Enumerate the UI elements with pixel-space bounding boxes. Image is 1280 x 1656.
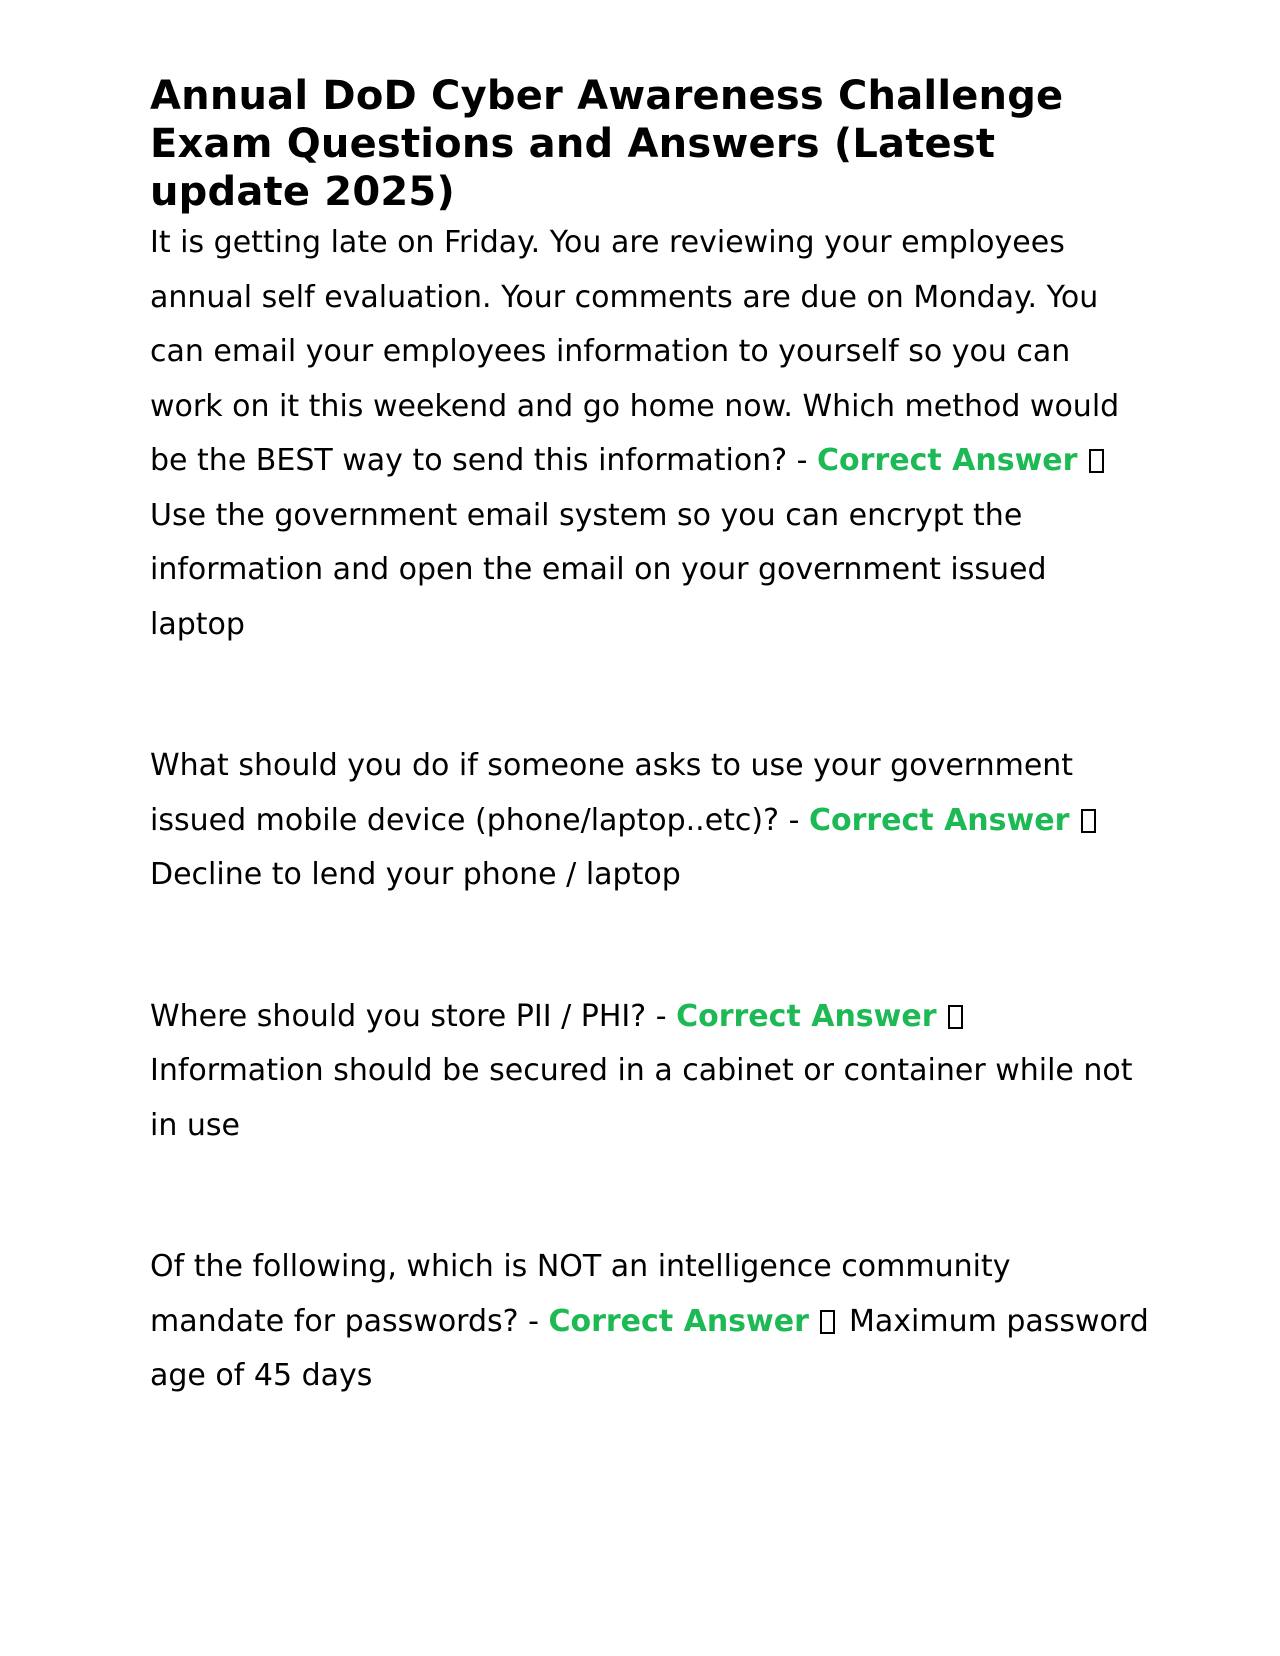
missing-glyph-box-icon — [820, 1310, 835, 1334]
missing-glyph-box-icon — [948, 1005, 963, 1029]
question-text: It is getting late on Friday. You are reviewing your employees annual self evaluation. Your comments are due on Monday. You can email your employees information to yourself so you can work on it this weekend and go home now. Which method would be the BEST way to send this information? - — [150, 225, 1120, 478]
answer-text: Decline to lend your phone / laptop — [150, 857, 681, 892]
qa-item-3 — [150, 990, 1150, 1154]
question-text: What should you do if someone asks to use your government issued mobile device (phone/laptop..etc)? - — [150, 748, 1074, 838]
missing-glyph-box-icon — [1089, 449, 1104, 473]
qa-item-4 — [150, 1240, 1150, 1404]
correct-answer-label: Correct Answer — [808, 802, 1070, 838]
correct-answer-label: Correct Answer — [676, 998, 937, 1034]
question-text: Where should you store PII / PHI? - — [150, 998, 677, 1034]
document-title: Annual DoD Cyber Awareness Challenge Exam Questions and Answers (Latest update 2025) — [150, 73, 1064, 215]
answer-text: Information should be secured in a cabinet or container while not in use — [150, 1053, 1133, 1143]
answer-text: Use the government email system so you can encrypt the information and open the email on your government issued laptop — [150, 497, 1047, 642]
correct-answer-label: Correct Answer — [817, 443, 1078, 478]
missing-glyph-box-icon — [1081, 809, 1096, 833]
qa-item-1 — [150, 216, 1150, 652]
document-page — [150, 72, 1150, 1404]
answer-text: Maximum password age of 45 days — [150, 1303, 1149, 1393]
question-text: Of the following, which is NOT an intelligence community mandate for passwords? - — [150, 1249, 1011, 1339]
correct-answer-label: Correct Answer — [548, 1303, 809, 1339]
qa-item-2 — [150, 739, 1150, 903]
